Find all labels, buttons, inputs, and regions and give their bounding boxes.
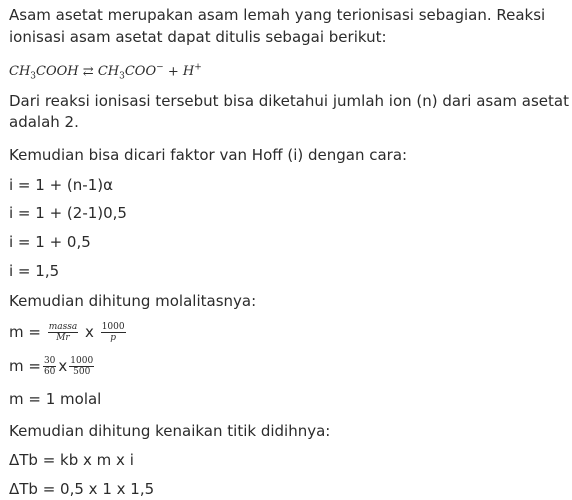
- intro-line-1: Asam asetat merupakan asam lemah yang terionisasi sebagian. Reaksi: [9, 6, 546, 24]
- molality-intro: Kemudian dihitung molalitasnya:: [9, 292, 257, 310]
- molality-lhs: m =: [9, 323, 41, 341]
- boiling-intro: Kemudian dihitung kenaikan titik didihnya:: [9, 422, 331, 440]
- ions-line-2: adalah 2.: [9, 113, 79, 131]
- molality-lhs: m =: [9, 357, 41, 375]
- vanhoff-intro: Kemudian bisa dicari faktor van Hoff (i) dengan cara:: [9, 146, 408, 164]
- ions-line-1: Dari reaksi ionisasi tersebut bisa diketahui jumlah ion (n) dari asam asetat: [9, 92, 569, 110]
- molality-substitution: [9, 354, 96, 378]
- times-sign: x: [85, 323, 94, 341]
- hydrogen-ion-formula: H+: [182, 63, 202, 80]
- molality-result: m = 1 molal: [9, 390, 102, 408]
- thousand-over-p-fraction: $\frac{1000}{p}$: [101, 322, 125, 343]
- molality-formula: [9, 320, 128, 344]
- boiling-step: ΔTb = kb x m x i: [9, 451, 134, 469]
- solvent-value-fraction: $\frac{1000}{500}$: [70, 356, 94, 377]
- times-sign: x: [58, 357, 68, 375]
- reactant-formula: $CH_3COOH$: [9, 64, 79, 82]
- vanhoff-step: i = 1 + 0,5: [9, 233, 91, 251]
- acetate-ion-formula: $CH_3COO^-$: [97, 63, 164, 82]
- vanhoff-step: i = 1 + (2-1)0,5: [9, 204, 127, 222]
- boiling-step: ΔTb = 0,5 x 1 x 1,5: [9, 480, 155, 498]
- mass-over-mr-fraction: $\frac{\text{massa}}{Mr}$: [48, 322, 78, 343]
- ionization-equation: [9, 59, 202, 86]
- vanhoff-step: i = 1,5: [9, 262, 60, 280]
- equilibrium-arrow-icon: ⇄: [82, 64, 94, 80]
- vanhoff-step: i = 1 + (n-1)α: [9, 176, 113, 194]
- intro-line-2: ionisasi asam asetat dapat ditulis sebagai berikut:: [9, 28, 387, 46]
- mass-value-fraction: $\frac{30}{60}$: [43, 356, 56, 377]
- plus-sign: +: [167, 64, 179, 80]
